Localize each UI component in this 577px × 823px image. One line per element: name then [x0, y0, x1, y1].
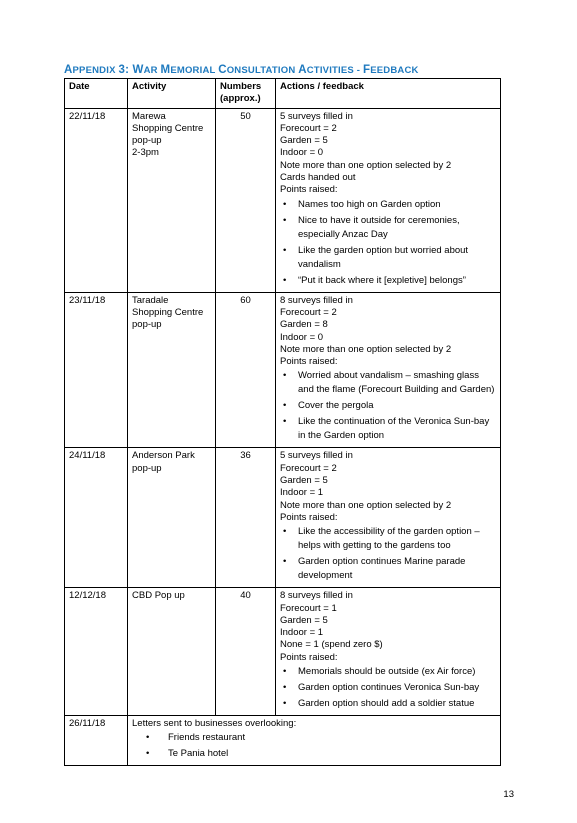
cell-actions: 5 surveys filled in Forecourt = 2 Garden = 5 Indoor = 0 Note more than one option selected by 2 Cards handed out Points raised: • Names too high on Garden option • Nice to have it outside for ceremonies, especially Anzac Day • Like the garden option but worried about vandalism • “Put it back where it [expletive] belongs” [276, 108, 501, 292]
letters-list [132, 731, 496, 761]
cell-activity: Marewa Shopping Centre pop-up 2-3pm [128, 108, 216, 292]
cell-activity: Taradale Shopping Centre pop-up [128, 292, 216, 448]
points-list [280, 665, 496, 711]
list-item: • Worried about vandalism – smashing glass and the flame (Forecourt Building and Garden) [280, 369, 496, 397]
feedback-table [64, 78, 501, 766]
cell-date: 22/11/18 [65, 108, 128, 292]
cell-letters: Letters sent to businesses overlooking: • Friends restaurant • Te Pania hotel [128, 716, 501, 766]
list-item: • Garden option continues Veronica Sun-bay [280, 681, 496, 695]
list-item: • Cover the pergola [280, 399, 496, 413]
header-activity: Activity [128, 79, 216, 109]
list-item: • Like the continuation of the Veronica Sun-bay in the Garden option [280, 415, 496, 443]
list-item: • “Put it back where it [expletive] belongs” [280, 274, 496, 288]
cell-activity: Anderson Park pop-up [128, 448, 216, 588]
header-actions: Actions / feedback [276, 79, 501, 109]
header-numbers: Numbers (approx.) [216, 79, 276, 109]
cell-date: 24/11/18 [65, 448, 128, 588]
cell-numbers: 60 [216, 292, 276, 448]
cell-numbers: 40 [216, 588, 276, 716]
cell-date: 12/12/18 [65, 588, 128, 716]
list-item: • Like the garden option but worried about vandalism [280, 244, 496, 272]
header-date: Date [65, 79, 128, 109]
list-item: • Garden option continues Marine parade development [280, 555, 496, 583]
table-row [65, 108, 501, 292]
list-item: • Garden option should add a soldier statue [280, 697, 496, 711]
page-title: APPENDIX 3: WAR MEMORIAL CONSULTATION ACTIVITIES - FEEDBACK [64, 64, 419, 76]
cell-numbers: 50 [216, 108, 276, 292]
list-item: • Names too high on Garden option [280, 198, 496, 212]
page-number: 13 [503, 789, 514, 800]
cell-numbers: 36 [216, 448, 276, 588]
cell-actions: 8 surveys filled in Forecourt = 1 Garden = 5 Indoor = 1 None = 1 (spend zero $) Points raised: • Memorials should be outside (ex Air force) • Garden option continues Veronica Sun-bay • Garden option should add a soldier statue [276, 588, 501, 716]
list-item: • Nice to have it outside for ceremonies, especially Anzac Day [280, 214, 496, 242]
list-item: • Like the accessibility of the garden option – helps with getting to the gardens too [280, 525, 496, 553]
table-row [65, 292, 501, 448]
list-item: • Friends restaurant [132, 731, 496, 745]
table-row [65, 448, 501, 588]
cell-actions: 8 surveys filled in Forecourt = 2 Garden = 8 Indoor = 0 Note more than one option selected by 2 Points raised: • Worried about vandalism – smashing glass and the flame (Forecourt Building and Garden) • Cover the pergola • Like the continuation of the Veronica Sun-bay in the Garden option [276, 292, 501, 448]
points-list [280, 369, 496, 443]
cell-date: 23/11/18 [65, 292, 128, 448]
cell-activity: CBD Pop up [128, 588, 216, 716]
points-list [280, 198, 496, 288]
list-item: • Memorials should be outside (ex Air force) [280, 665, 496, 679]
points-list [280, 525, 496, 583]
table-header-row [65, 79, 501, 109]
cell-actions: 5 surveys filled in Forecourt = 2 Garden = 5 Indoor = 1 Note more than one option selected by 2 Points raised: • Like the accessibility of the garden option – helps with getting to the gardens too • Garden option continues Marine parade development [276, 448, 501, 588]
cell-date: 26/11/18 [65, 716, 128, 766]
table-row [65, 716, 501, 766]
table-row [65, 588, 501, 716]
list-item: • Te Pania hotel [132, 747, 496, 761]
